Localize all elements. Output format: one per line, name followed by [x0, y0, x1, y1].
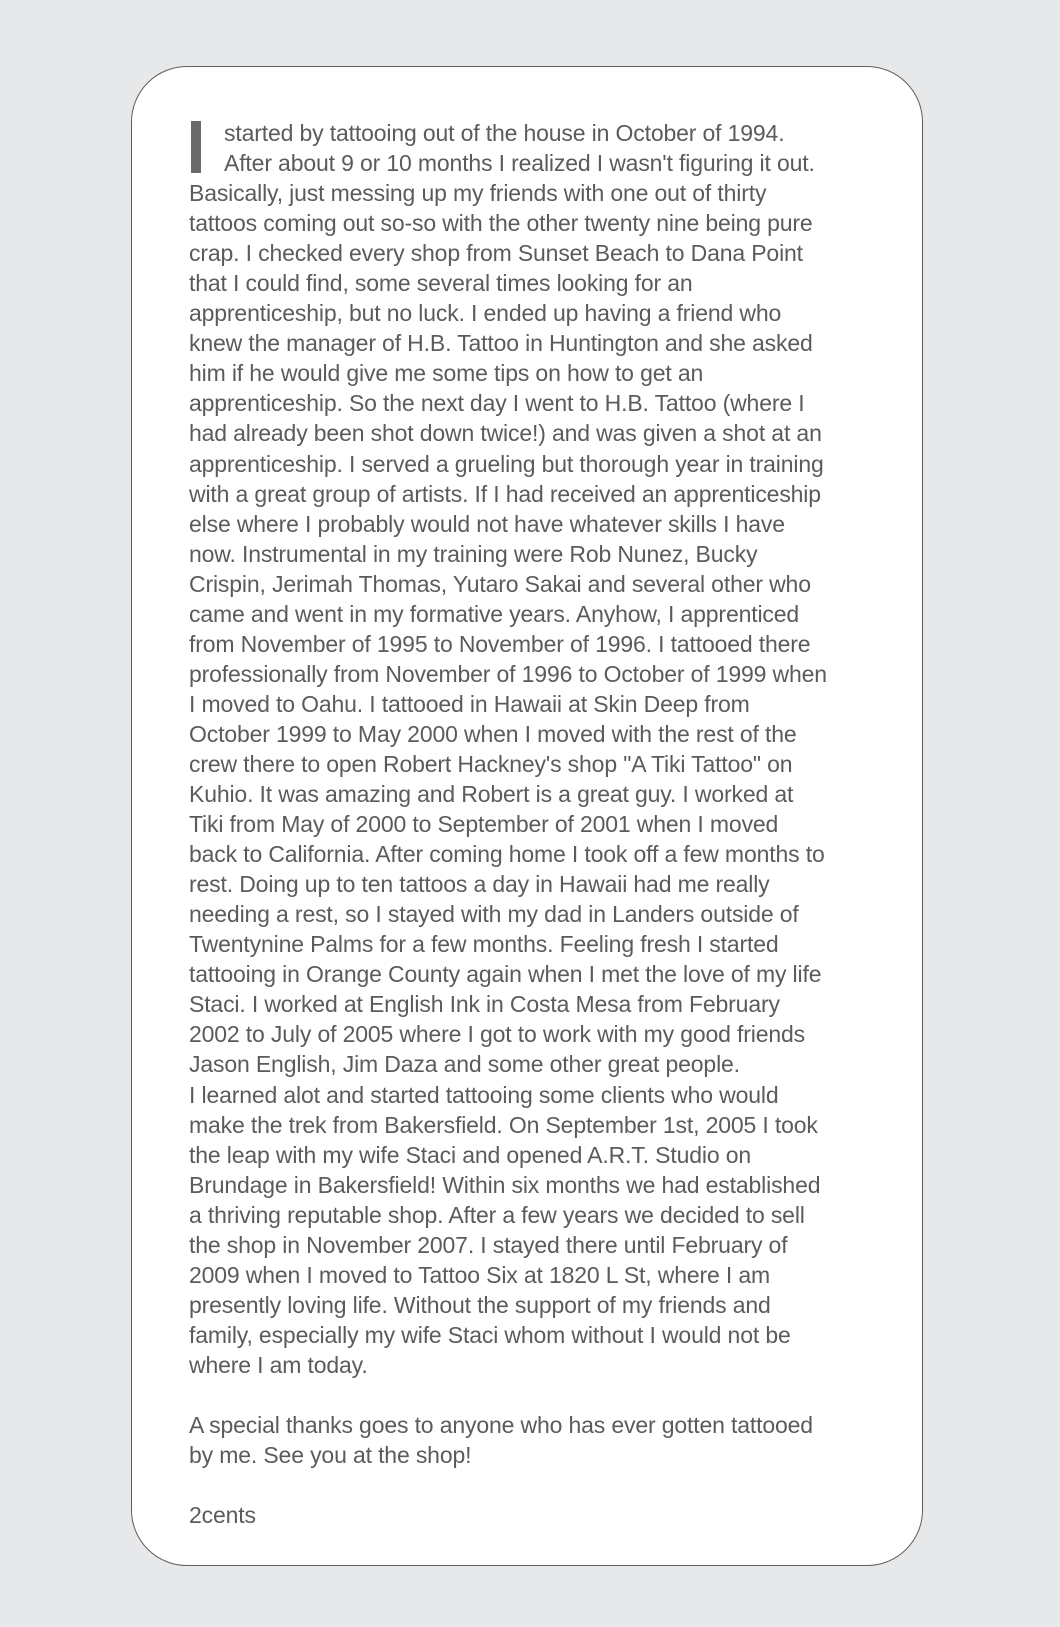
bio-paragraph	[189, 118, 899, 1380]
thanks-line: A special thanks goes to anyone who has ever gotten tattooed	[189, 1411, 813, 1438]
bio-line: 2009 when I moved to Tattoo Six at 1820 L St, where I am	[189, 1261, 771, 1288]
bio-line: apprenticeship, but no luck. I ended up having a friend who	[189, 300, 782, 327]
bio-line: started by tattooing out of the house in October of 1994.	[224, 120, 785, 146]
bio-card	[131, 66, 923, 1566]
bio-line: now. Instrumental in my training were Rob Nunez, Bucky	[189, 540, 758, 567]
bio-line: Crispin, Jerimah Thomas, Yutaro Sakai and several other who	[189, 570, 811, 597]
bio-line: make the trek from Bakersfield. On September 1st, 2005 I took	[189, 1111, 818, 1138]
bio-line: the shop in November 2007. I stayed there until February of	[189, 1231, 788, 1258]
bio-line: crew there to open Robert Hackney's shop "A Tiki Tattoo" on	[189, 750, 793, 777]
bio-line: the leap with my wife Staci and opened A.R.T. Studio on	[189, 1141, 751, 1168]
paragraph-gap	[189, 1470, 899, 1500]
bio-line: October 1999 to May 2000 when I moved with the rest of the	[189, 720, 797, 747]
bio-line: tattoos coming out so-so with the other twenty nine being pure	[189, 210, 813, 237]
bio-line: After about 9 or 10 months I realized I wasn't figuring it out.	[224, 150, 815, 177]
bio-line: Twentynine Palms for a few months. Feeling fresh I started	[189, 931, 779, 958]
bio-line: professionally from November of 1996 to October of 1999 when	[189, 660, 827, 687]
paragraph-gap	[189, 1380, 899, 1410]
bio-line: tattooing in Orange County again when I met the love of my life	[189, 961, 822, 988]
bio-line: had already been shot down twice!) and was given a shot at an	[189, 420, 822, 447]
bio-line: crap. I checked every shop from Sunset Beach to Dana Point	[189, 240, 803, 267]
bio-line: with a great group of artists. If I had received an apprenticeship	[189, 480, 821, 507]
bio-line: apprenticeship. So the next day I went to H.B. Tattoo (where I	[189, 390, 805, 417]
bio-line: back to California. After coming home I took off a few months to	[189, 841, 825, 868]
bio-line: came and went in my formative years. Anyhow, I apprenticed	[189, 600, 800, 627]
bio-line: I moved to Oahu. I tattooed in Hawaii at Skin Deep from	[189, 690, 750, 717]
bio-line: Basically, just messing up my friends with one out of thirty	[189, 180, 767, 207]
thanks-paragraph	[189, 1410, 899, 1470]
bio-line: family, especially my wife Staci whom without I would not be	[189, 1321, 791, 1348]
bio-line: Kuhio. It was amazing and Robert is a great guy. I worked at	[189, 781, 794, 808]
thanks-line: by me. See you at the shop!	[189, 1442, 472, 1469]
bio-line: I learned alot and started tattooing some clients who would	[189, 1081, 779, 1108]
bio-line: him if he would give me some tips on how to get an	[189, 360, 704, 387]
bio-line: presently loving life. Without the support of my friends and	[189, 1291, 771, 1318]
bio-line: needing a rest, so I stayed with my dad in Landers outside of	[189, 901, 799, 928]
bio-line: from November of 1995 to November of 1996. I tattooed there	[189, 630, 811, 657]
drop-cap-letter	[191, 121, 201, 173]
bio-line: rest. Doing up to ten tattoos a day in Hawaii had me really	[189, 871, 770, 898]
bio-line: Tiki from May of 2000 to September of 2001 when I moved	[189, 811, 779, 838]
bio-line: where I am today.	[189, 1351, 368, 1378]
bio-line: apprenticeship. I served a grueling but thorough year in training	[189, 450, 824, 477]
bio-body	[189, 178, 899, 1380]
bio-line: Jason English, Jim Daza and some other great people.	[189, 1051, 740, 1078]
signature: 2cents	[189, 1502, 256, 1529]
bio-line: Brundage in Bakersfield! Within six months we had established	[189, 1171, 821, 1198]
bio-text	[189, 118, 899, 1530]
bio-line: a thriving reputable shop. After a few years we decided to sell	[189, 1201, 805, 1228]
bio-line: Staci. I worked at English Ink in Costa Mesa from February	[189, 991, 780, 1018]
bio-line: that I could find, some several times looking for an	[189, 270, 693, 297]
bio-line: 2002 to July of 2005 where I got to work with my good friends	[189, 1021, 806, 1048]
bio-line: else where I probably would not have whatever skills I have	[189, 510, 785, 537]
bio-line: knew the manager of H.B. Tattoo in Huntington and she asked	[189, 330, 813, 357]
